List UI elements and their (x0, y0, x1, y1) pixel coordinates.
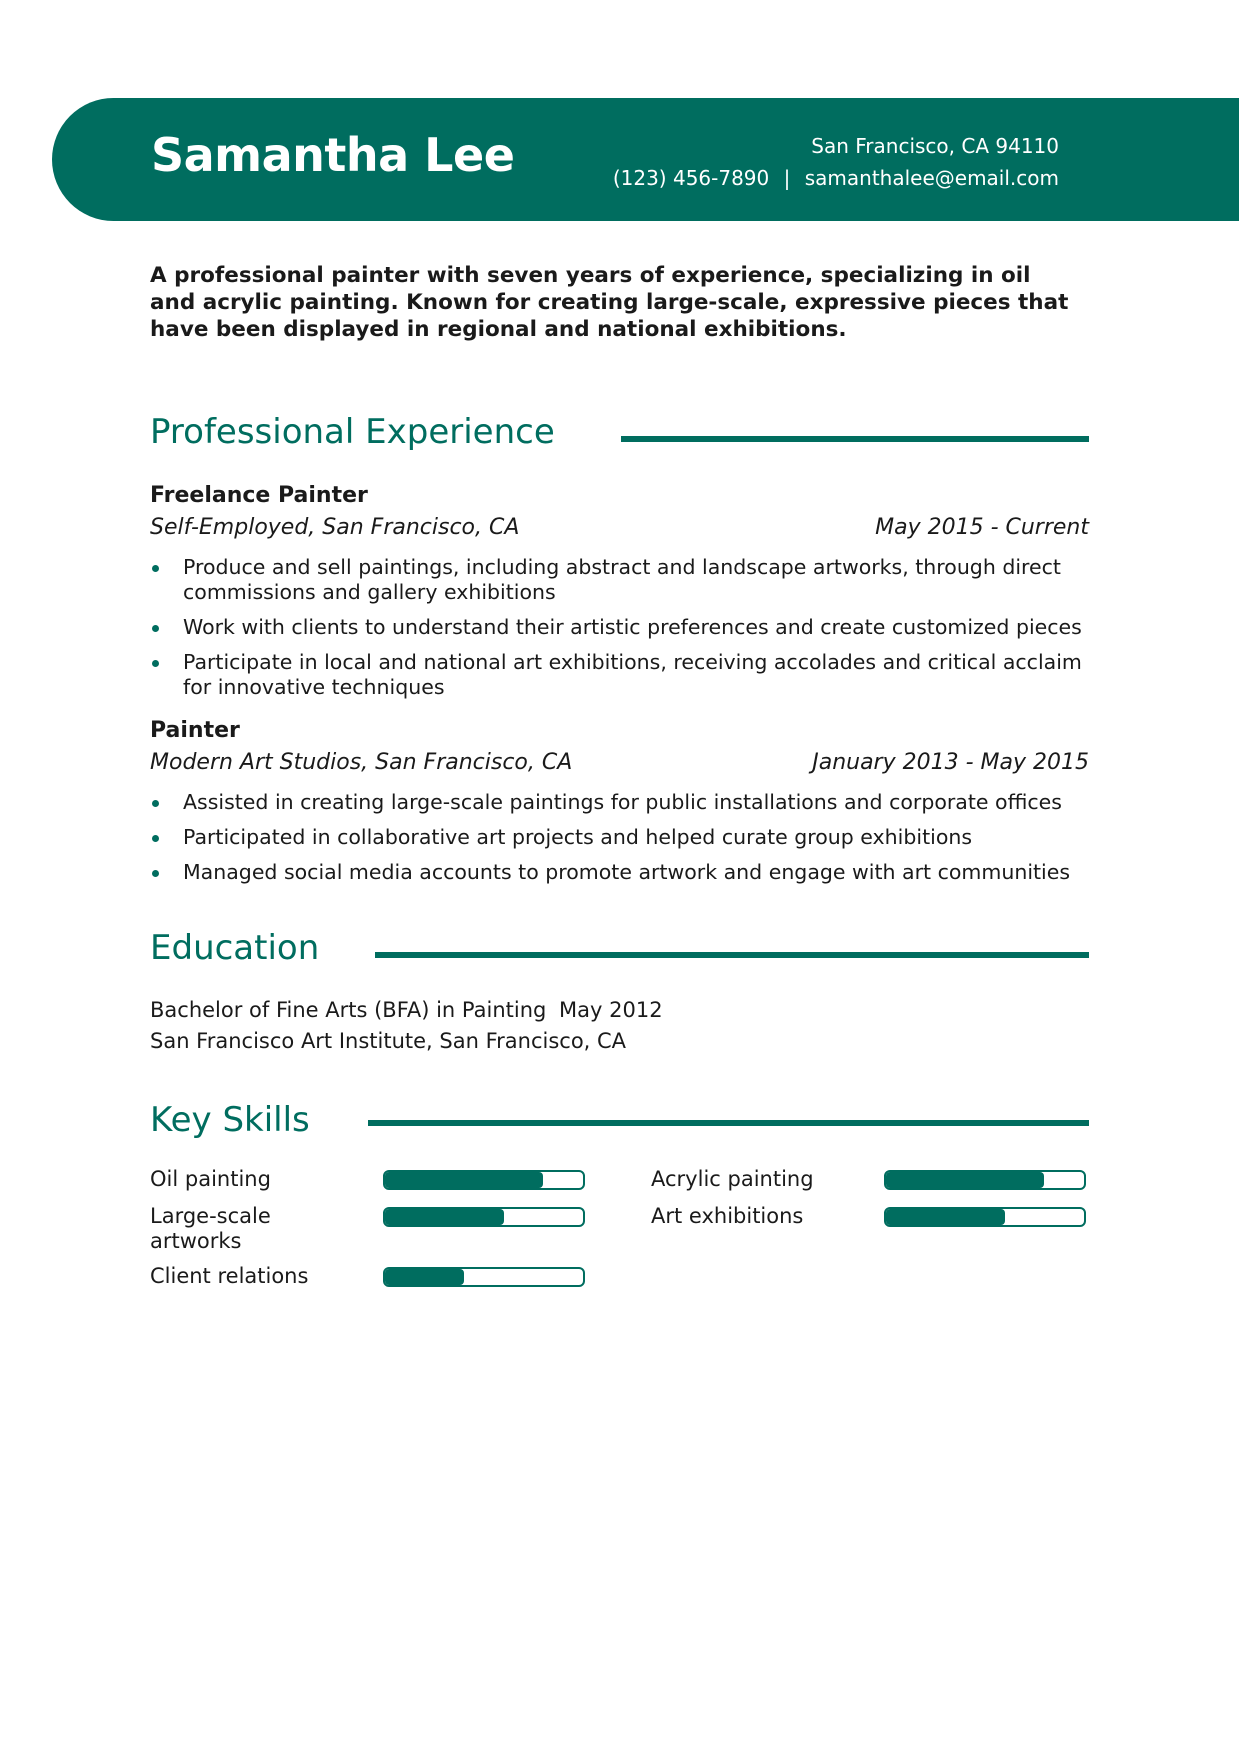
bullet-text: Work with clients to understand their artistic preferences and create customized pieces (183, 615, 1082, 639)
bullet-icon (152, 660, 159, 667)
candidate-name: Samantha Lee (151, 128, 515, 182)
skill-bar-fill (385, 1269, 464, 1285)
section-divider (375, 952, 1089, 958)
job-company: Self-Employed, San Francisco, CA (150, 515, 520, 540)
phone: (123) 456-7890 (612, 166, 770, 190)
section-title-skills: Key Skills (150, 1100, 310, 1140)
bullet-text: Managed social media accounts to promote artwork and engage with art communities (183, 860, 1071, 884)
bullet-icon (152, 870, 159, 877)
skill-bar (383, 1170, 585, 1190)
list-item (150, 650, 1100, 700)
job-meta (150, 515, 1089, 540)
skill-label: Oil painting (150, 1167, 271, 1191)
bullet-icon (152, 625, 159, 632)
header-banner (52, 98, 1239, 221)
list-item (150, 825, 1100, 850)
job-dates: May 2015 - Current (875, 515, 1089, 540)
bullet-text: Participate in local and national art exhibitions, receiving accolades and critical acclaim for innovative techniques (183, 650, 1082, 699)
bullet-text: Participated in collaborative art projects and helped curate group exhibitions (183, 825, 973, 849)
bullet-text: Produce and sell paintings, including abstract and landscape artworks, through direct commissions and gallery exhibitions (183, 555, 1061, 604)
skill-bar-fill (886, 1209, 1005, 1225)
bullet-text: Assisted in creating large-scale paintings for public installations and corporate offices (183, 790, 1062, 814)
skill-bar-fill (385, 1172, 543, 1188)
job-bullets (150, 790, 1100, 895)
job-title: Painter (150, 718, 240, 743)
section-divider (368, 1120, 1089, 1126)
bullet-icon (152, 565, 159, 572)
skill-label: Large-scale artworks (150, 1204, 271, 1253)
address: San Francisco, CA 94110 (811, 134, 1059, 158)
skill-bar-fill (385, 1209, 504, 1225)
skill-bar (383, 1267, 585, 1287)
summary: A professional painter with seven years of experience, specializing in oil and acrylic painting. Known for creating large-scale, expressive pieces that have been displayed in regional and national exhibitions. (150, 263, 1069, 342)
skill-label: Client relations (150, 1264, 309, 1288)
section-title-education: Education (150, 928, 320, 968)
list-item (150, 860, 1100, 885)
bullet-icon (152, 800, 159, 807)
bullet-icon (152, 835, 159, 842)
contact-info (613, 130, 1059, 194)
skill-bar (884, 1207, 1086, 1227)
education-entry (150, 995, 663, 1057)
job-title: Freelance Painter (150, 483, 368, 508)
section-divider (621, 436, 1089, 442)
degree: Bachelor of Fine Arts (BFA) in Painting (150, 998, 547, 1022)
graduation-date: May 2012 (559, 998, 663, 1022)
contact-separator: | (783, 166, 791, 190)
job-meta (150, 750, 1089, 775)
skill-bar-fill (886, 1172, 1044, 1188)
skill-label: Acrylic painting (651, 1167, 814, 1191)
section-title-experience: Professional Experience (150, 412, 555, 452)
skill-bar (383, 1207, 585, 1227)
school: San Francisco Art Institute, San Francisco, CA (150, 1029, 627, 1053)
job-bullets (150, 555, 1100, 710)
list-item (150, 790, 1100, 815)
skill-bar (884, 1170, 1086, 1190)
list-item (150, 615, 1100, 640)
list-item (150, 555, 1100, 605)
skill-label: Art exhibitions (651, 1204, 804, 1228)
job-company: Modern Art Studios, San Francisco, CA (150, 750, 573, 775)
email[interactable]: samanthalee@email.com (804, 166, 1059, 190)
job-dates: January 2013 - May 2015 (812, 750, 1089, 775)
